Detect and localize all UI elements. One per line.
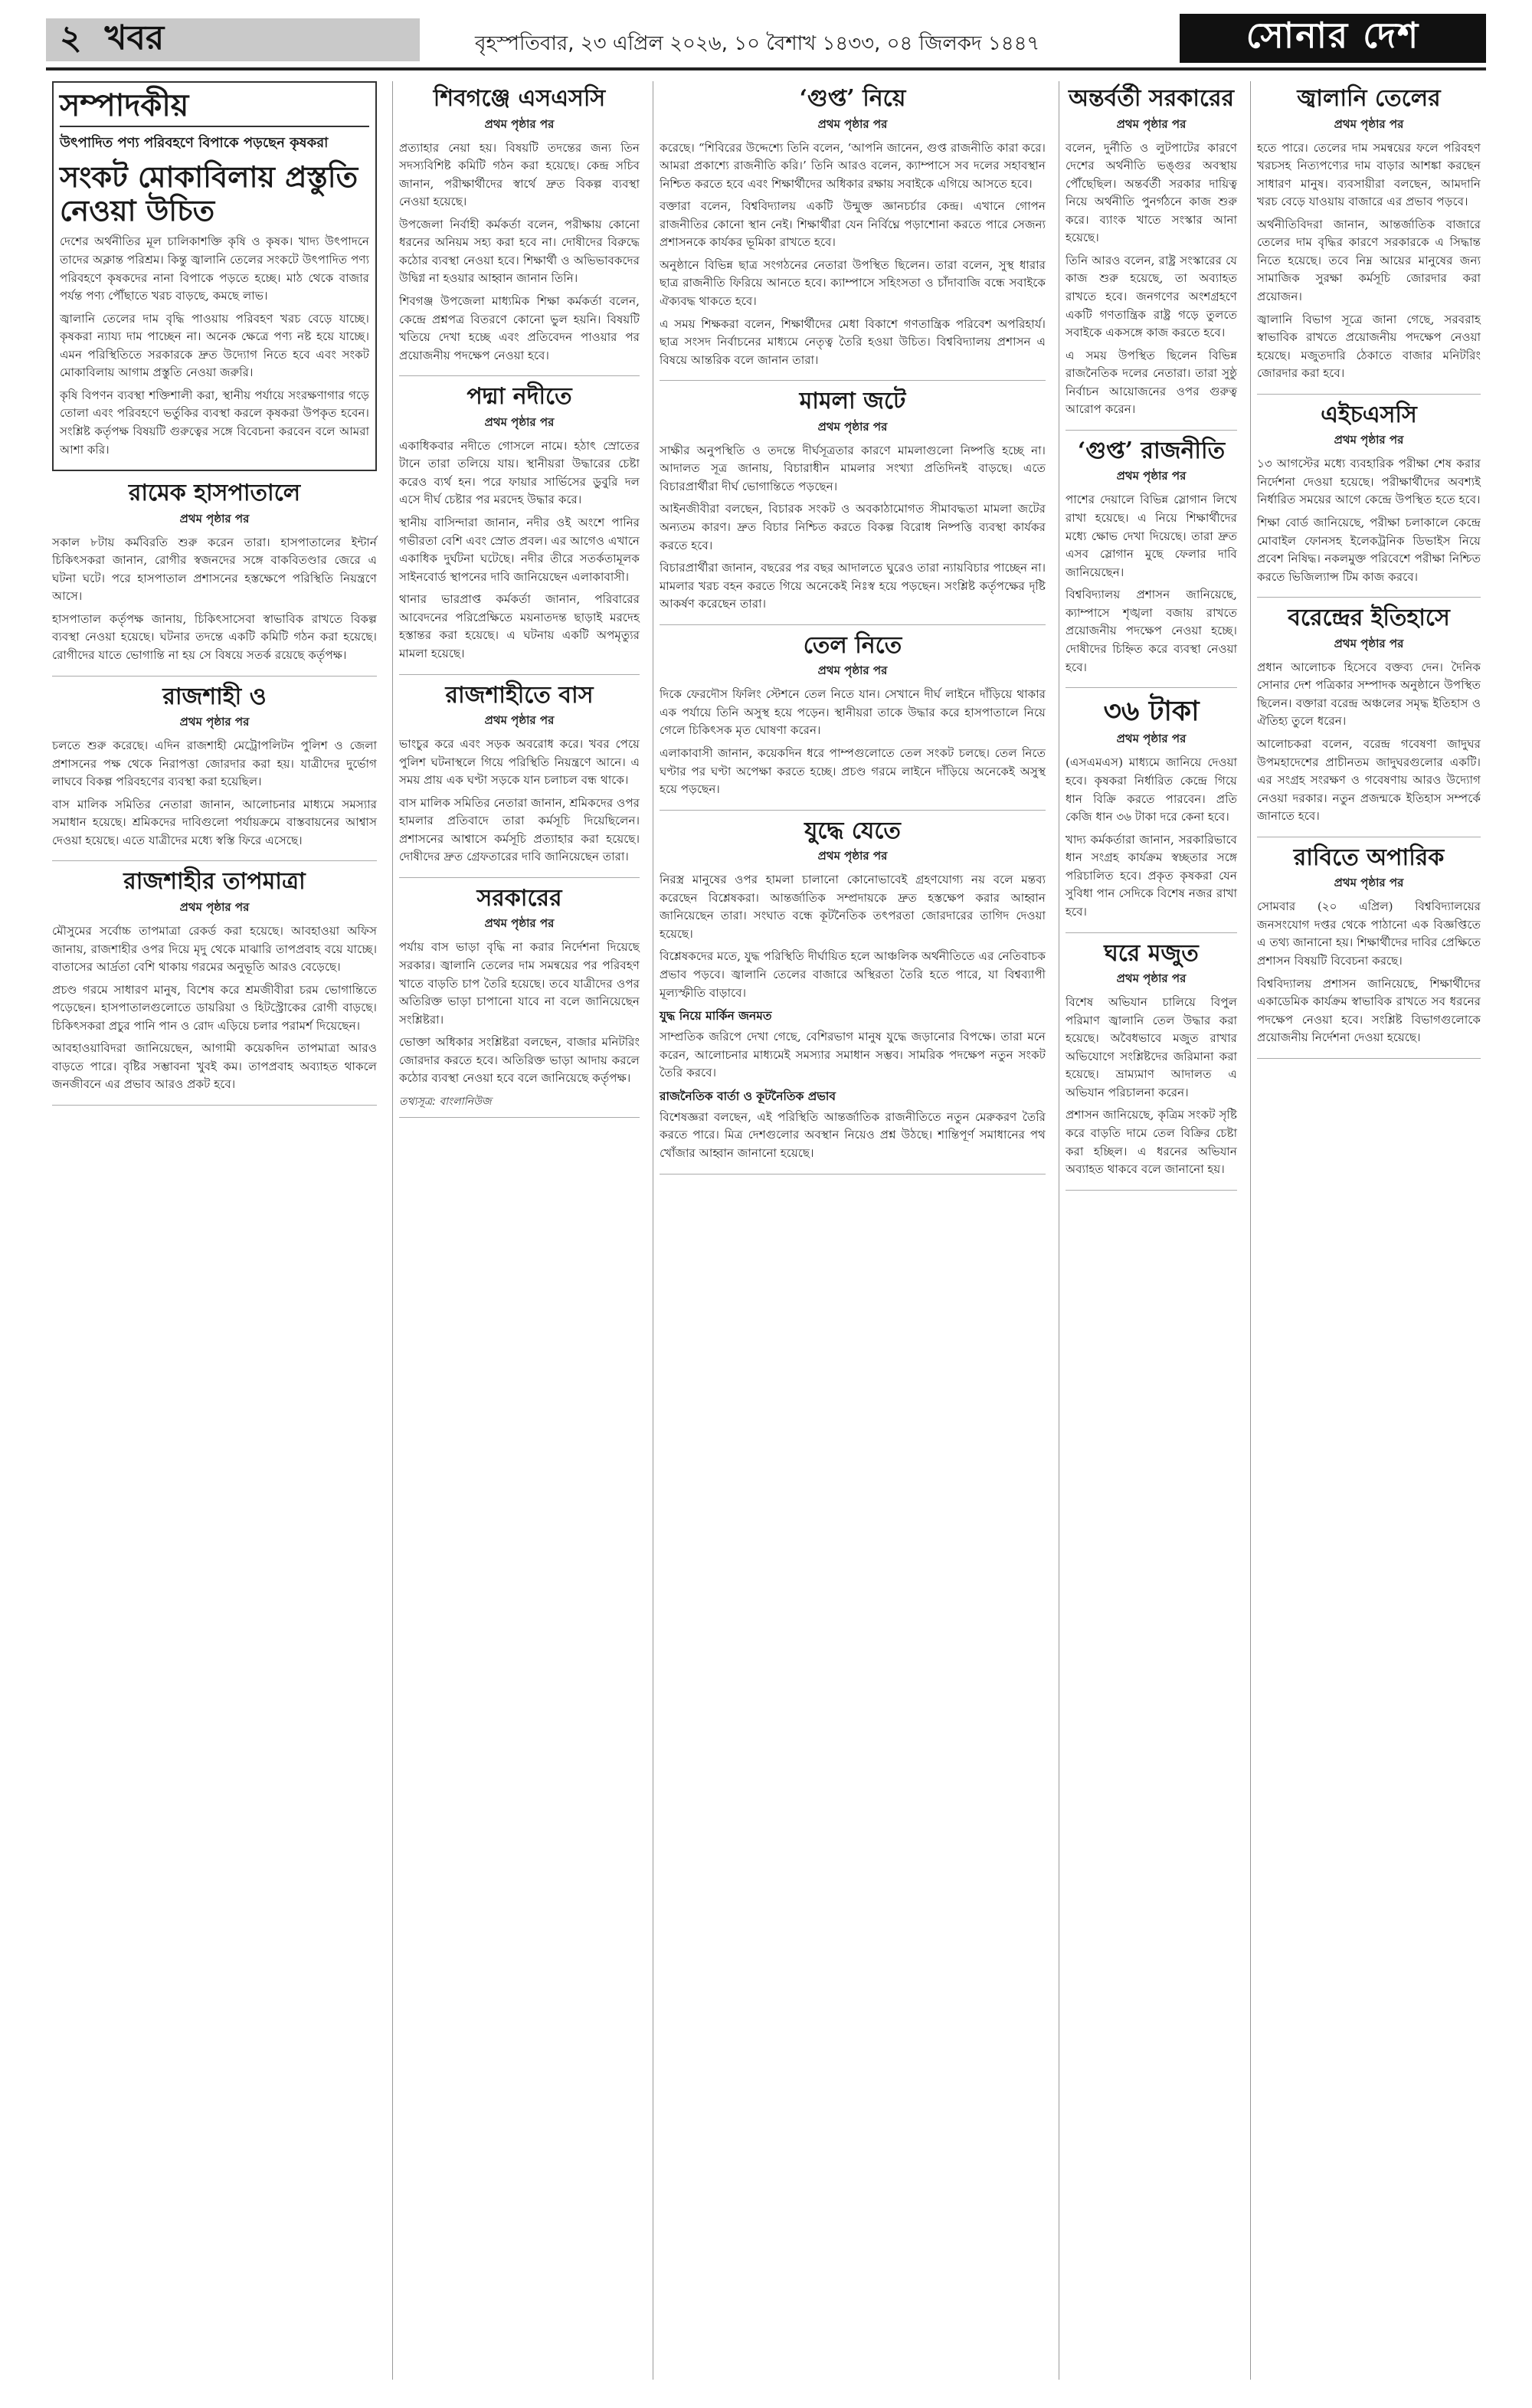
- article-paragraph: মৌসুমের সর্বোচ্চ তাপমাত্রা রেকর্ড করা হয়েছে। আবহাওয়া অফিস জানায়, রাজশাহীর ওপর দিয়ে মৃদু থেকে মাঝারি তাপপ্রবাহ বয়ে যাচ্ছে। বাতাসের আর্দ্রতা বেশি থাকায় গরমের অনুভূতি আরও বেড়েছে।: [52, 923, 377, 975]
- continued-label: প্রথম পৃষ্ঠার পর: [179, 899, 250, 914]
- article-paragraph: করেছে। “শিবিরের উদ্দেশ্যে তিনি বলেন, ‘আপনি জানেন, গুপ্ত রাজনীতি কারা করে। আমরা প্রকাশ্যে রাজনীতি করি।’ তিনি আরও বলেন, ক্যাম্পাসে সব দলের সহাবস্থান নিশ্চিত করতে হবে এবং শিক্ষার্থীদের অধিকার রক্ষায় সবাইকে এগিয়ে আসতে হবে।: [660, 140, 1046, 191]
- newspaper-logo: সোনার দেশ: [1180, 14, 1486, 63]
- article-paragraph: নিরস্ত্র মানুষের ওপর হামলা চালানো কোনোভাবেই গ্রহণযোগ্য নয় বলে মন্তব্য করেছেন বিশ্লেষকরা। আন্তর্জাতিক সম্প্রদায়কে দ্রুত হস্তক্ষেপ করার আহ্বান জানিয়েছেন তারা। সংঘাত বন্ধে কূটনৈতিক তৎপরতা জোরদারের তাগিদ দেওয়া হয়েছে।: [660, 873, 1046, 941]
- article-paragraph: বিশেষজ্ঞরা বলছেন, এই পরিস্থিতি আন্তর্জাতিক রাজনীতিতে নতুন মেরুকরণ তৈরি করতে পারে। মিত্র দেশগুলোর অবস্থান নিয়েও প্রশ্ন উঠছে। শান্তিপূর্ণ সমাধানের পথ খোঁজার আহ্বান জানানো হয়েছে।: [660, 1109, 1046, 1160]
- article-headline: রামেক হাসপাতালে: [128, 480, 301, 507]
- article-home-stockpile: [1066, 941, 1237, 1191]
- article-paragraph: চলতে শুরু করেছে। এদিন রাজশাহী মেট্রোপলিটন পুলিশ ও জেলা প্রশাসনের পক্ষ থেকে নিরাপত্তা জোরদার করা হয়। যাত্রীদের দুর্ভোগ লাঘবে বিকল্প পরিবহণের ব্যবস্থা করা হয়েছিল।: [52, 739, 377, 789]
- column-2: [392, 81, 646, 2380]
- article-paragraph: এ সময় উপস্থিত ছিলেন বিভিন্ন রাজনৈতিক দলের নেতারা। তারা সুষ্ঠু নির্বাচন আয়োজনের ওপর গুরুত্ব আরোপ করেন।: [1066, 348, 1237, 417]
- article-headline: মামলা জটে: [799, 388, 906, 415]
- continued-label: প্রথম পৃষ্ঠার পর: [817, 849, 888, 863]
- article-headline: এইচএসসি: [1321, 401, 1417, 428]
- section-name: খবর: [104, 18, 165, 57]
- continued-label: প্রথম পৃষ্ঠার পর: [817, 116, 888, 131]
- editorial-subtitle: উৎপাদিত পণ্য পরিবহণে বিপাকে পড়ছেন কৃষকরা: [60, 135, 329, 151]
- article-rajshahi-o: [52, 684, 377, 862]
- article-paragraph: বলেন, দুর্নীতি ও লুটপাটের কারণে দেশের অর্থনীতি ভঙ্গুর অবস্থায় পৌঁছেছিল। অন্তর্বর্তী সরকার দায়িত্ব নিয়ে অর্থনীতি পুনর্গঠনে কাজ শুরু করে। ব্যাংক খাতে সংস্কার আনা হয়েছে।: [1066, 140, 1237, 245]
- continued-label: প্রথম পৃষ্ঠার পর: [179, 715, 250, 729]
- article-paragraph: বিশেষ অভিযান চালিয়ে বিপুল পরিমাণ জ্বালানি তেল উদ্ধার করা হয়েছে। অবৈধভাবে মজুত রাখার অভিযোগে সংশ্লিষ্টদের জরিমানা করা হয়েছে। ভ্রাম্যমাণ আদালত এ অভিযান পরিচালনা করেন।: [1066, 995, 1237, 1099]
- article-paragraph: এ সময় শিক্ষকরা বলেন, শিক্ষার্থীদের মেধা বিকাশে গণতান্ত্রিক পরিবেশ অপরিহার্য। ছাত্র সংসদ নির্বাচনের মাধ্যমে নেতৃত্ব তৈরি হওয়া উচিত। বিশ্ববিদ্যালয় প্রশাসন এ বিষয়ে আন্তরিক বলে জানান তারা।: [660, 316, 1046, 367]
- article-paragraph: শিবগঞ্জ উপজেলা মাধ্যমিক শিক্ষা কর্মকর্তা বলেন, কেন্দ্রে প্রশ্নপত্র বিতরণে কোনো ভুল হয়নি। বিষয়টি খতিয়ে দেখা হচ্ছে এবং প্রতিবেদন পাওয়ার পর প্রয়োজনীয় পদক্ষেপ নেওয়া হবে।: [399, 294, 640, 362]
- continued-label: প্রথম পৃষ্ঠার পর: [1334, 636, 1404, 650]
- article-paragraph: বাস মালিক সমিতির নেতারা জানান, শ্রমিকদের ওপর হামলার প্রতিবাদে তারা কর্মসূচি দিয়েছিলেন। প্রশাসনের আশ্বাসে কর্মসূচি প্রত্যাহার করা হয়েছে। দোষীদের দ্রুত গ্রেফতারের দাবি জানিয়েছেন তারা।: [399, 795, 640, 864]
- article-paragraph: থানার ভারপ্রাপ্ত কর্মকর্তা জানান, পরিবারের আবেদনের পরিপ্রেক্ষিতে ময়নাতদন্ত ছাড়াই মরদেহ হস্তান্তর করা হয়েছে। এ ঘটনায় একটি অপমৃত্যুর মামলা হয়েছে।: [399, 592, 640, 660]
- continued-label: প্রথম পৃষ্ঠার পর: [484, 116, 555, 131]
- article-fuel-oil: [1257, 86, 1481, 395]
- article-paragraph: বিশ্ববিদ্যালয় প্রশাসন জানিয়েছে, ক্যাম্পাসে শৃঙ্খলা বজায় রাখতে প্রয়োজনীয় পদক্ষেপ নেওয়া হচ্ছে। দোষীদের চিহ্নিত করে ব্যবস্থা নেওয়া হবে।: [1066, 588, 1237, 674]
- page-number: ২: [60, 18, 82, 57]
- article-headline: ৩৬ টাকা: [1103, 695, 1200, 728]
- article-gupta-niye: [660, 86, 1046, 381]
- continued-label: প্রথম পৃষ্ঠার পর: [817, 419, 888, 434]
- article-headline: রাজশাহীতে বাস: [445, 681, 594, 709]
- article-paragraph: সাক্ষীর অনুপস্থিতি ও তদন্তে দীর্ঘসূত্রতার কারণে মামলাগুলো নিষ্পত্তি হচ্ছে না। আদালত সূত্র জানায়, বিচারাধীন মামলার সংখ্যা প্রতিদিনই বাড়ছে। এতে বিচারপ্রার্থীরা দীর্ঘ ভোগান্তিতে পড়ছেন।: [660, 443, 1046, 493]
- column-4: [1059, 81, 1243, 2380]
- article-paragraph: সাম্প্রতিক জরিপে দেখা গেছে, বেশিরভাগ মানুষ যুদ্ধে জড়ানোর বিপক্ষে। তারা মনে করেন, আলোচনার মাধ্যমেই সমস্যার সমাধান সম্ভব। সামরিক পদক্ষেপ নতুন সংকট তৈরি করবে।: [660, 1030, 1046, 1080]
- continued-label: প্রথম পৃষ্ঠার পর: [1116, 732, 1187, 746]
- article-paragraph: এলাকাবাসী জানান, কয়েকদিন ধরে পাম্পগুলোতে তেল সংকট চলছে। তেল নিতে ঘণ্টার পর ঘণ্টা অপেক্ষা করতে হচ্ছে। প্রচণ্ড গরমে লাইনে দাঁড়িয়ে অনেকেই অসুস্থ হয়ে পড়ছেন।: [660, 746, 1046, 797]
- article-paragraph: বিশ্লেষকদের মতে, যুদ্ধ পরিস্থিতি দীর্ঘায়িত হলে আঞ্চলিক অর্থনীতিতে এর নেতিবাচক প্রভাব পড়বে। জ্বালানি তেলের বাজারে অস্থিরতা তৈরি হতে পারে, যা বিশ্বব্যাপী মূল্যস্ফীতি বাড়াবে।: [660, 949, 1046, 1000]
- article-subheading: যুদ্ধ নিয়ে মার্কিন জনমত: [660, 1009, 772, 1024]
- article-headline: যুদ্ধে যেতে: [804, 817, 901, 844]
- article-headline: অন্তর্বর্তী সরকারের: [1069, 85, 1234, 112]
- article-paragraph: আলোচকরা বলেন, বরেন্দ্র গবেষণা জাদুঘর উপমহাদেশের প্রাচীনতম জাদুঘরগুলোর একটি। এর সংগ্রহ সংরক্ষণ ও গবেষণায় আরও উদ্যোগ নেওয়া দরকার। নতুন প্রজন্মকে ইতিহাস সম্পর্কে জানাতে হবে।: [1257, 737, 1481, 824]
- continued-label: প্রথম পৃষ্ঠার পর: [1334, 876, 1404, 890]
- editorial-headline: সংকট মোকাবিলায় প্রস্তুতি নেওয়া উচিত: [60, 159, 358, 228]
- article-paragraph: পর্যায় বাস ভাড়া বৃদ্ধি না করার নির্দেশনা দিয়েছে সরকার। জ্বালানি তেলের দাম সমন্বয়ের পর পরিবহণ খাতে বাড়তি চাপ তৈরি হয়েছে। তবে যাত্রীদের ওপর অতিরিক্ত ভাড়া চাপানো যাবে না বলে জানিয়েছেন সংশ্লিষ্টরা।: [399, 940, 640, 1027]
- article-padma-river: [399, 384, 640, 674]
- date-line: বৃহস্পতিবার, ২৩ এপ্রিল ২০২৬, ১০ বৈশাখ ১৪৩৩, ০৪ জিলকদ ১৪৪৭: [475, 32, 1040, 55]
- article-paragraph: পাশের দেয়ালে বিভিন্ন স্লোগান লিখে রাখা হয়েছে। এ নিয়ে শিক্ষার্থীদের মধ্যে ক্ষোভ দেখা দিয়েছে। তারা দ্রুত এসব স্লোগান মুছে ফেলার দাবি জানিয়েছেন।: [1066, 493, 1237, 579]
- continued-label: প্রথম পৃষ্ঠার পর: [484, 916, 555, 931]
- article-rajshahi-temperature: [52, 869, 377, 1106]
- continued-label: প্রথম পৃষ্ঠার পর: [1116, 971, 1187, 986]
- article-interim-government: [1066, 86, 1237, 431]
- column-3: [653, 81, 1052, 2380]
- article-paragraph: ভাংচুর করে এবং সড়ক অবরোধ করে। খবর পেয়ে পুলিশ ঘটনাস্থলে গিয়ে পরিস্থিতি নিয়ন্ত্রণে আনে। এ সময় প্রায় এক ঘণ্টা সড়কে যান চলাচল বন্ধ থাকে।: [399, 737, 640, 788]
- article-paragraph: স্থানীয় বাসিন্দারা জানান, নদীর ওই অংশে পানির গভীরতা বেশি এবং স্রোত প্রবল। এর আগেও এখানে একাধিক দুর্ঘটনা ঘটেছে। নদীর তীরে সতর্কতামূলক সাইনবোর্ড স্থাপনের দাবি জানিয়েছেন এলাকাবাসী।: [399, 516, 640, 584]
- article-paragraph: ১৩ আগস্টের মধ্যে ব্যবহারিক পরীক্ষা শেষ করার নির্দেশনা দেওয়া হয়েছে। পরীক্ষার্থীদের অবশ্যই নির্ধারিত সময়ের আগে কেন্দ্রে উপস্থিত হতে হবে।: [1257, 457, 1481, 507]
- article-paragraph: বাস মালিক সমিতির নেতারা জানান, আলোচনার মাধ্যমে সমস্যার সমাধান হয়েছে। শ্রমিকদের দাবিগুলো পর্যায়ক্রমে বাস্তবায়নের আশ্বাস দেওয়া হয়েছে। এতে যাত্রীদের মধ্যে স্বস্তি ফিরে এসেছে।: [52, 797, 377, 847]
- article-paragraph: ভোক্তা অধিকার সংশ্লিষ্টরা বলছেন, বাজার মনিটরিং জোরদার করতে হবে। অতিরিক্ত ভাড়া আদায় করলে কঠোর ব্যবস্থা নেওয়া হবে বলে জানিয়েছে কর্তৃপক্ষ।: [399, 1035, 640, 1086]
- editorial-paragraph: কৃষি বিপণন ব্যবস্থা শক্তিশালী করা, স্থানীয় পর্যায়ে সংরক্ষণাগার গড়ে তোলা এবং পরিবহণে ভর্তুকির ব্যবস্থা করলে কৃষকরা উপকৃত হবেন। সংশ্লিষ্ট কর্তৃপক্ষ বিষয়টি গুরুত্বের সঙ্গে বিবেচনা করবেন বলে আমরা আশা করি।: [60, 388, 369, 457]
- article-war: [660, 818, 1046, 1175]
- page-label: [46, 18, 420, 61]
- article-case-backlog: [660, 388, 1046, 625]
- article-barind-history: [1257, 605, 1481, 837]
- article-paragraph: বিশ্ববিদ্যালয় প্রশাসন জানিয়েছে, শিক্ষার্থীদের একাডেমিক কার্যক্রম স্বাভাবিক রাখতে সব ধরনের পদক্ষেপ নেওয়া হবে। সংশ্লিষ্ট বিভাগগুলোকে প্রয়োজনীয় নির্দেশনা দেওয়া হয়েছে।: [1257, 976, 1481, 1045]
- continued-label: প্রথম পৃষ্ঠার পর: [1116, 116, 1187, 131]
- article-fuel-line: [660, 633, 1046, 811]
- article-gupta-politics: [1066, 438, 1237, 688]
- article-paragraph: সকাল ৮টায় কর্মবিরতি শুরু করেন তারা। হাসপাতালের ইন্টার্ন চিকিৎসকরা জানান, রোগীর স্বজনদের সঙ্গে বাকবিতণ্ডার জেরে এ ঘটনা ঘটে। পরে হাসপাতাল প্রশাসনের হস্তক্ষেপে পরিস্থিতি নিয়ন্ত্রণে আসে।: [52, 535, 378, 604]
- article-paragraph: প্রশাসন জানিয়েছে, কৃত্রিম সংকট সৃষ্টি করে বাড়তি দামে তেল বিক্রির চেষ্টা করা হচ্ছিল। এ ধরনের অভিযান অব্যাহত থাকবে বলে জানানো হয়।: [1066, 1108, 1237, 1177]
- article-headline: বরেন্দ্রের ইতিহাসে: [1288, 604, 1450, 632]
- editorial-box: [52, 81, 377, 471]
- continued-label: প্রথম পৃষ্ঠার পর: [817, 663, 888, 678]
- article-paragraph: উপজেলা নির্বাহী কর্মকর্তা বলেন, পরীক্ষায় কোনো ধরনের অনিয়ম সহ্য করা হবে না। দোষীদের বিরুদ্ধে কঠোর ব্যবস্থা নেওয়া হবে। শিক্ষার্থী ও অভিভাবকদের উদ্বিগ্ন না হওয়ার আহ্বান জানান তিনি।: [399, 217, 640, 286]
- article-paragraph: শিক্ষা বোর্ড জানিয়েছে, পরীক্ষা চলাকালে কেন্দ্রে মোবাইল ফোনসহ ইলেকট্রনিক ডিভাইস নিয়ে প্রবেশ নিষিদ্ধ। নকলমুক্ত পরিবেশে পরীক্ষা নিশ্চিত করতে ভিজিল্যান্স টিম কাজ করবে।: [1257, 516, 1481, 584]
- article-paragraph: অর্থনীতিবিদরা জানান, আন্তর্জাতিক বাজারে তেলের দাম বৃদ্ধির কারণে সরকারকে এ সিদ্ধান্ত নিতে হয়েছে। তবে নিম্ন আয়ের মানুষের জন্য সামাজিক সুরক্ষা কর্মসূচি জোরদার করা প্রয়োজন।: [1257, 217, 1481, 303]
- article-headline: রাবিতে অপারিক: [1293, 844, 1445, 871]
- continued-label: প্রথম পৃষ্ঠার পর: [1116, 469, 1187, 483]
- article-paragraph: (এসএমএস) মাধ্যমে জানিয়ে দেওয়া হবে। কৃষকরা নির্ধারিত কেন্দ্রে গিয়ে ধান বিক্রি করতে পারবেন। প্রতি কেজি ধান ৩৬ টাকা দরে কেনা হবে।: [1066, 755, 1237, 824]
- article-headline: তেল নিতে: [803, 631, 902, 659]
- article-paragraph: আবহাওয়াবিদরা জানিয়েছেন, আগামী কয়েকদিন তাপমাত্রা আরও বাড়তে পারে। বৃষ্টির সম্ভাবনা খুবই কম। তাপপ্রবাহ অব্যাহত থাকলে জনজীবনে এর প্রভাব আরও প্রকট হবে।: [52, 1041, 377, 1092]
- article-headline: সরকারের: [476, 884, 562, 912]
- article-rabi: [1257, 845, 1481, 1059]
- article-rajshahi-bus: [399, 683, 640, 878]
- continued-label: প্রথম পৃষ্ঠার পর: [1334, 116, 1404, 131]
- article-headline: ঘরে মজুত: [1104, 939, 1199, 967]
- article-paragraph: হতে পারে। তেলের দাম সমন্বয়ের ফলে পরিবহণ খরচসহ নিত্যপণ্যের দাম বাড়ার আশঙ্কা করছেন সাধারণ মানুষ। ব্যবসায়ীরা বলছেন, আমদানি খরচ বেড়ে যাওয়ায় বাজারে এর প্রভাব পড়বে।: [1257, 140, 1481, 209]
- article-paragraph: একাধিকবার নদীতে গোসলে নামে। হঠাৎ স্রোতের টানে তারা তলিয়ে যায়। স্থানীয়রা উদ্ধারের চেষ্টা করেও ব্যর্থ হন। পরে ফায়ার সার্ভিসের ডুবুরি দল এসে দীর্ঘ চেষ্টার পর মরদেহ উদ্ধার করে।: [399, 438, 640, 507]
- article-paragraph: তিনি আরও বলেন, রাষ্ট্র সংস্কারের যে কাজ শুরু হয়েছে, তা অব্যাহত রাখতে হবে। জনগণের অংশগ্রহণে একটি গণতান্ত্রিক রাষ্ট্র গড়ে তুলতে সবাইকে একসঙ্গে কাজ করতে হবে।: [1066, 253, 1237, 340]
- article-headline: শিবগঞ্জে এসএসসি: [433, 85, 606, 112]
- article-headline: পদ্মা নদীতে: [466, 383, 572, 411]
- continued-label: প্রথম পৃষ্ঠার পর: [484, 713, 555, 727]
- masthead: [46, 14, 1486, 70]
- article-paragraph: প্রচণ্ড গরমে সাধারণ মানুষ, বিশেষ করে শ্রমজীবীরা চরম ভোগান্তিতে পড়েছেন। হাসপাতালগুলোতে ডায়রিয়া ও হিটস্ট্রোকের রোগী বাড়ছে। চিকিৎসকরা প্রচুর পানি পান ও রোদ এড়িয়ে চলার পরামর্শ দিয়েছেন।: [52, 982, 377, 1033]
- article-paragraph: হাসপাতাল কর্তৃপক্ষ জানায়, চিকিৎসাসেবা স্বাভাবিক রাখতে বিকল্প ব্যবস্থা নেওয়া হয়েছে। ঘটনার তদন্তে একটি কমিটি গঠন করা হয়েছে। রোগীদের যাতে ভোগান্তি না হয় সে বিষয়ে সতর্ক রয়েছে কর্তৃপক্ষ।: [52, 611, 377, 662]
- article-36-taka: [1066, 696, 1237, 932]
- continued-label: প্রথম পৃষ্ঠার পর: [484, 414, 555, 429]
- article-headline: ‘গুপ্ত’ রাজনীতি: [1077, 437, 1226, 464]
- article-headline: রাজশাহী ও: [162, 683, 267, 710]
- article-ramek-hospital: [52, 480, 377, 676]
- article-source: তথ্যসূত্র: বাংলানিউজ: [399, 1095, 492, 1108]
- article-subheading: রাজনৈতিক বার্তা ও কূটনৈতিক প্রভাব: [660, 1089, 836, 1103]
- column-1: [46, 81, 383, 2380]
- article-paragraph: অনুষ্ঠানে বিভিন্ন ছাত্র সংগঠনের নেতারা উপস্থিত ছিলেন। তারা বলেন, সুস্থ ধারার ছাত্র রাজনীতি ফিরিয়ে আনতে হবে। ক্যাম্পাসে সহিংসতা ও চাঁদাবাজি বন্ধে সবাইকে ঐক্যবদ্ধ থাকতে হবে।: [660, 257, 1046, 308]
- article-paragraph: জ্বালানি বিভাগ সূত্রে জানা গেছে, সরবরাহ স্বাভাবিক রাখতে প্রয়োজনীয় পদক্ষেপ নেওয়া হয়েছে। মজুতদারি ঠেকাতে বাজার মনিটরিং জোরদার করা হবে।: [1257, 312, 1481, 381]
- article-hsc: [1257, 402, 1481, 598]
- article-government: [399, 886, 640, 1118]
- article-paragraph: দিকে ফেরদৌস ফিলিং স্টেশনে তেল নিতে যান। সেখানে দীর্ঘ লাইনে দাঁড়িয়ে থাকার এক পর্যায়ে তিনি অসুস্থ হয়ে পড়েন। স্থানীয়রা তাকে উদ্ধার করে হাসপাতালে নিয়ে গেলে চিকিৎসক মৃত ঘোষণা করেন।: [660, 687, 1046, 738]
- article-paragraph: আইনজীবীরা বলছেন, বিচারক সংকট ও অবকাঠামোগত সীমাবদ্ধতা মামলা জটের অন্যতম কারণ। দ্রুত বিচার নিশ্চিত করতে বিকল্প বিরোধ নিষ্পত্তি ব্যবস্থা কার্যকর করতে হবে।: [660, 502, 1046, 552]
- editorial-paragraph: দেশের অর্থনীতির মূল চালিকাশক্তি কৃষি ও কৃষক। খাদ্য উৎপাদনে তাদের অক্লান্ত পরিশ্রম। কিন্তু জ্বালানি তেলের সংকটে উৎপাদিত পণ্য পরিবহণে কৃষকদের নানা বিপাকে পড়তে হচ্ছে। মাঠ থেকে বাজার পর্যন্ত পণ্য পৌঁছাতে খরচ বাড়ছে, কমছে লাভ।: [60, 234, 369, 303]
- article-headline: ‘গুপ্ত’ নিয়ে: [799, 85, 906, 112]
- continued-label: প্রথম পৃষ্ঠার পর: [1334, 433, 1404, 447]
- article-shibganj-ssc: [399, 86, 640, 376]
- continued-label: প্রথম পৃষ্ঠার পর: [179, 511, 250, 526]
- article-headline: রাজশাহীর তাপমাত্রা: [123, 868, 306, 896]
- article-paragraph: প্রত্যাহার নেয়া হয়। বিষয়টি তদন্তের জন্য তিন সদস্যবিশিষ্ট কমিটি গঠন করা হয়েছে। কেন্দ্র সচিব জানান, পরীক্ষার্থীদের স্বার্থে দ্রুত বিকল্প ব্যবস্থা নেওয়া হয়েছে।: [399, 140, 640, 209]
- article-headline: জ্বালানি তেলের: [1297, 85, 1441, 112]
- editorial-paragraph: জ্বালানি তেলের দাম বৃদ্ধি পাওয়ায় পরিবহণ খরচ বেড়ে যাচ্ছে। কৃষকরা ন্যায্য দাম পাচ্ছেন না। অনেক ক্ষেত্রে পণ্য নষ্ট হয়ে যাচ্ছে। এমন পরিস্থিতিতে সরকারকে দ্রুত উদ্যোগ নিতে হবে এবং সংকট মোকাবিলায় আগাম প্রস্তুতি নেওয়া জরুরি।: [60, 311, 369, 380]
- article-paragraph: সোমবার (২০ এপ্রিল) বিশ্ববিদ্যালয়ের জনসংযোগ দপ্তর থেকে পাঠানো এক বিজ্ঞপ্তিতে এ তথ্য জানানো হয়। শিক্ষার্থীদের দাবির প্রেক্ষিতে প্রশাসন বিষয়টি বিবেচনা করছে।: [1257, 899, 1481, 968]
- article-paragraph: খাদ্য কর্মকর্তারা জানান, সরকারিভাবে ধান সংগ্রহ কার্যক্রম স্বচ্ছতার সঙ্গে পরিচালিত হবে। প্রকৃত কৃষকরা যেন সুবিধা পান সেদিকে বিশেষ নজর রাখা হবে।: [1066, 832, 1237, 919]
- article-paragraph: বক্তারা বলেন, বিশ্ববিদ্যালয় একটি উন্মুক্ত জ্ঞানচর্চার কেন্দ্র। এখানে গোপন রাজনীতির কোনো স্থান নেই। শিক্ষার্থীরা যেন নির্বিঘ্নে পড়াশোনা করতে পারে সেজন্য প্রশাসনকে কার্যকর ভূমিকা রাখতে হবে।: [660, 199, 1046, 250]
- article-paragraph: প্রধান আলোচক হিসেবে বক্তব্য দেন। দৈনিক সোনার দেশ পত্রিকার সম্পাদক অনুষ্ঠানে উপস্থিত ছিলেন। বক্তারা বরেন্দ্র অঞ্চলের সমৃদ্ধ ইতিহাস ও ঐতিহ্য তুলে ধরেন।: [1257, 660, 1481, 729]
- article-paragraph: বিচারপ্রার্থীরা জানান, বছরের পর বছর আদালতে ঘুরেও তারা ন্যায়বিচার পাচ্ছেন না। মামলার খরচ বহন করতে গিয়ে অনেকেই নিঃস্ব হয়ে পড়ছেন। সংশ্লিষ্ট কর্তৃপক্ষের দৃষ্টি আকর্ষণ করেছেন তারা।: [660, 561, 1046, 611]
- editorial-title: সম্পাদকীয়: [60, 89, 369, 127]
- column-5: [1250, 81, 1487, 2380]
